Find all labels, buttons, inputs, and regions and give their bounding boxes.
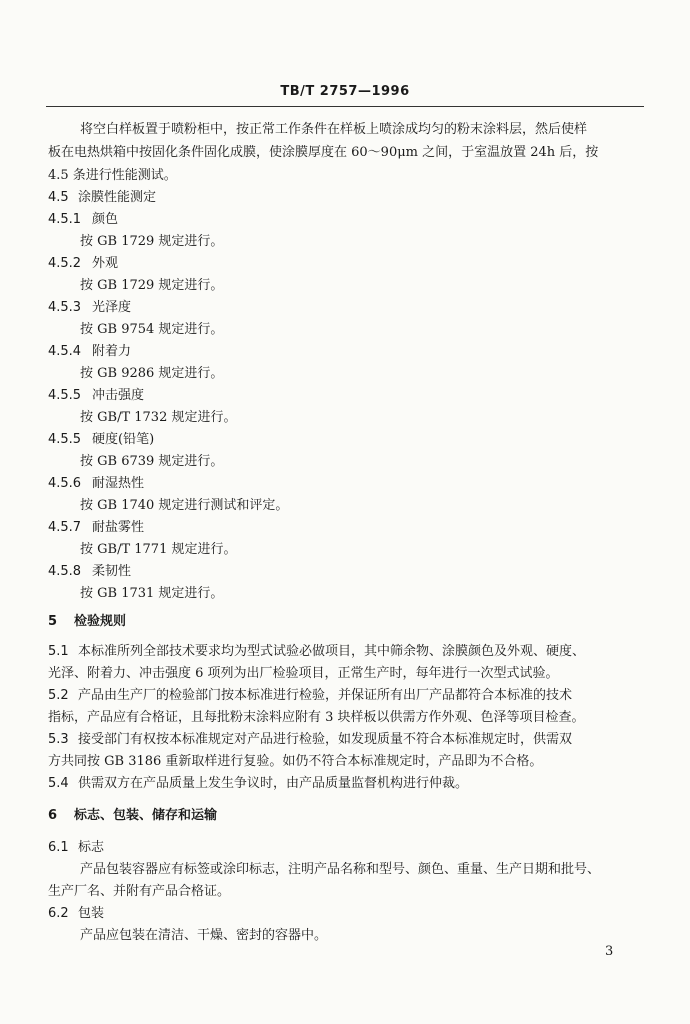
section-title: 涂膜性能测定 bbox=[78, 190, 157, 205]
clause-6-1-line-2: 生产厂名、并附有产品合格证。 bbox=[48, 884, 231, 899]
item-number: 4.5.6 bbox=[48, 476, 82, 491]
item-text: 按 GB 1729 规定进行。 bbox=[80, 234, 224, 249]
intro-line-1: 将空白样板置于喷粉柜中，按正常工作条件在样板上喷涂成均匀的粉末涂料层，然后使样 bbox=[80, 122, 588, 137]
page-number: 3 bbox=[605, 944, 614, 959]
item-text: 按 GB 9286 规定进行。 bbox=[80, 366, 224, 381]
section-number: 5 bbox=[48, 614, 58, 629]
intro-line-2: 板在电热烘箱中按固化条件固化成膜，使涂膜厚度在 60～90μm 之间，于室温放置 24h 后，按 bbox=[48, 145, 599, 160]
item-title: 硬度(铅笔) bbox=[92, 432, 155, 447]
item-heading bbox=[48, 474, 638, 494]
clause-text: 产品由生产厂的检验部门按本标准进行检验，并保证所有出厂产品都符合本标准的技术 bbox=[78, 688, 573, 703]
clause-5-4-line-1 bbox=[48, 774, 638, 794]
item-heading bbox=[48, 210, 638, 230]
item-number: 4.5.5 bbox=[48, 432, 82, 447]
item-heading bbox=[48, 386, 638, 406]
clause-5-1-line-2: 光泽、附着力、冲击强度 6 项列为出厂检验项目，正常生产时，每年进行一次型式试验。 bbox=[48, 666, 559, 681]
clause-5-1-line-1 bbox=[48, 642, 638, 662]
clause-text: 供需双方在产品质量上发生争议时，由产品质量监督机构进行仲裁。 bbox=[78, 776, 469, 791]
item-text: 按 GB 1729 规定进行。 bbox=[80, 278, 224, 293]
clause-title: 标志 bbox=[78, 840, 105, 855]
section-4-5-heading bbox=[48, 188, 638, 208]
item-heading bbox=[48, 562, 638, 582]
item-number: 4.5.2 bbox=[48, 256, 82, 271]
item-heading bbox=[48, 298, 638, 318]
clause-6-2-heading bbox=[48, 904, 638, 924]
item-number: 4.5.4 bbox=[48, 344, 82, 359]
item-text: 按 GB/T 1771 规定进行。 bbox=[80, 542, 237, 557]
item-title: 耐盐雾性 bbox=[92, 520, 145, 535]
section-6-heading bbox=[48, 806, 638, 826]
item-heading bbox=[48, 254, 638, 274]
item-number: 4.5.1 bbox=[48, 212, 82, 227]
clause-5-2-line-2: 指标，产品应有合格证，且每批粉末涂料应附有 3 块样板以供需方作外观、色泽等项目检查。 bbox=[48, 710, 585, 725]
header-rule bbox=[46, 106, 644, 107]
section-number: 4.5 bbox=[48, 190, 69, 205]
clause-5-3-line-2: 方共同按 GB 3186 重新取样进行复验。如仍不符合本标准规定时，产品即为不合格。 bbox=[48, 754, 543, 769]
clause-number: 6.1 bbox=[48, 840, 69, 855]
item-heading bbox=[48, 342, 638, 362]
clause-text: 本标准所列全部技术要求均为型式试验必做项目，其中筛余物、涂膜颜色及外观、硬度、 bbox=[78, 644, 586, 659]
clause-5-3-line-1 bbox=[48, 730, 638, 750]
clause-number: 5.3 bbox=[48, 732, 69, 747]
item-heading bbox=[48, 430, 638, 450]
section-title: 标志、包装、储存和运输 bbox=[74, 808, 218, 823]
section-number: 6 bbox=[48, 808, 58, 823]
item-heading bbox=[48, 518, 638, 538]
item-number: 4.5.3 bbox=[48, 300, 82, 315]
item-title: 颜色 bbox=[92, 212, 119, 227]
clause-number: 6.2 bbox=[48, 906, 69, 921]
item-text: 按 GB 1740 规定进行测试和评定。 bbox=[80, 498, 289, 513]
item-text: 按 GB/T 1732 规定进行。 bbox=[80, 410, 237, 425]
clause-number: 5.2 bbox=[48, 688, 69, 703]
item-title: 耐湿热性 bbox=[92, 476, 145, 491]
item-title: 附着力 bbox=[92, 344, 132, 359]
item-number: 4.5.7 bbox=[48, 520, 82, 535]
section-title: 检验规则 bbox=[74, 614, 127, 629]
clause-6-1-heading bbox=[48, 838, 638, 858]
clause-text: 接受部门有权按本标准规定对产品进行检验，如发现质量不符合本标准规定时，供需双 bbox=[78, 732, 573, 747]
clause-number: 5.1 bbox=[48, 644, 69, 659]
clause-number: 5.4 bbox=[48, 776, 69, 791]
intro-line-3: 4.5 条进行性能测试。 bbox=[48, 168, 177, 183]
section-5-heading bbox=[48, 612, 638, 632]
item-number: 4.5.8 bbox=[48, 564, 82, 579]
item-title: 冲击强度 bbox=[92, 388, 145, 403]
clause-6-1-line-1: 产品包装容器应有标签或涂印标志，注明产品名称和型号、颜色、重量、生产日期和批号、 bbox=[80, 862, 601, 877]
item-title: 柔韧性 bbox=[92, 564, 132, 579]
clause-6-2-line-1: 产品应包装在清洁、干燥、密封的容器中。 bbox=[80, 928, 328, 943]
item-text: 按 GB 1731 规定进行。 bbox=[80, 586, 224, 601]
clause-title: 包装 bbox=[78, 906, 105, 921]
clause-5-2-line-1 bbox=[48, 686, 638, 706]
standard-code-header: TB/T 2757—1996 bbox=[280, 84, 410, 99]
item-number: 4.5.5 bbox=[48, 388, 82, 403]
item-text: 按 GB 9754 规定进行。 bbox=[80, 322, 224, 337]
item-title: 外观 bbox=[92, 256, 119, 271]
item-text: 按 GB 6739 规定进行。 bbox=[80, 454, 224, 469]
item-title: 光泽度 bbox=[92, 300, 132, 315]
